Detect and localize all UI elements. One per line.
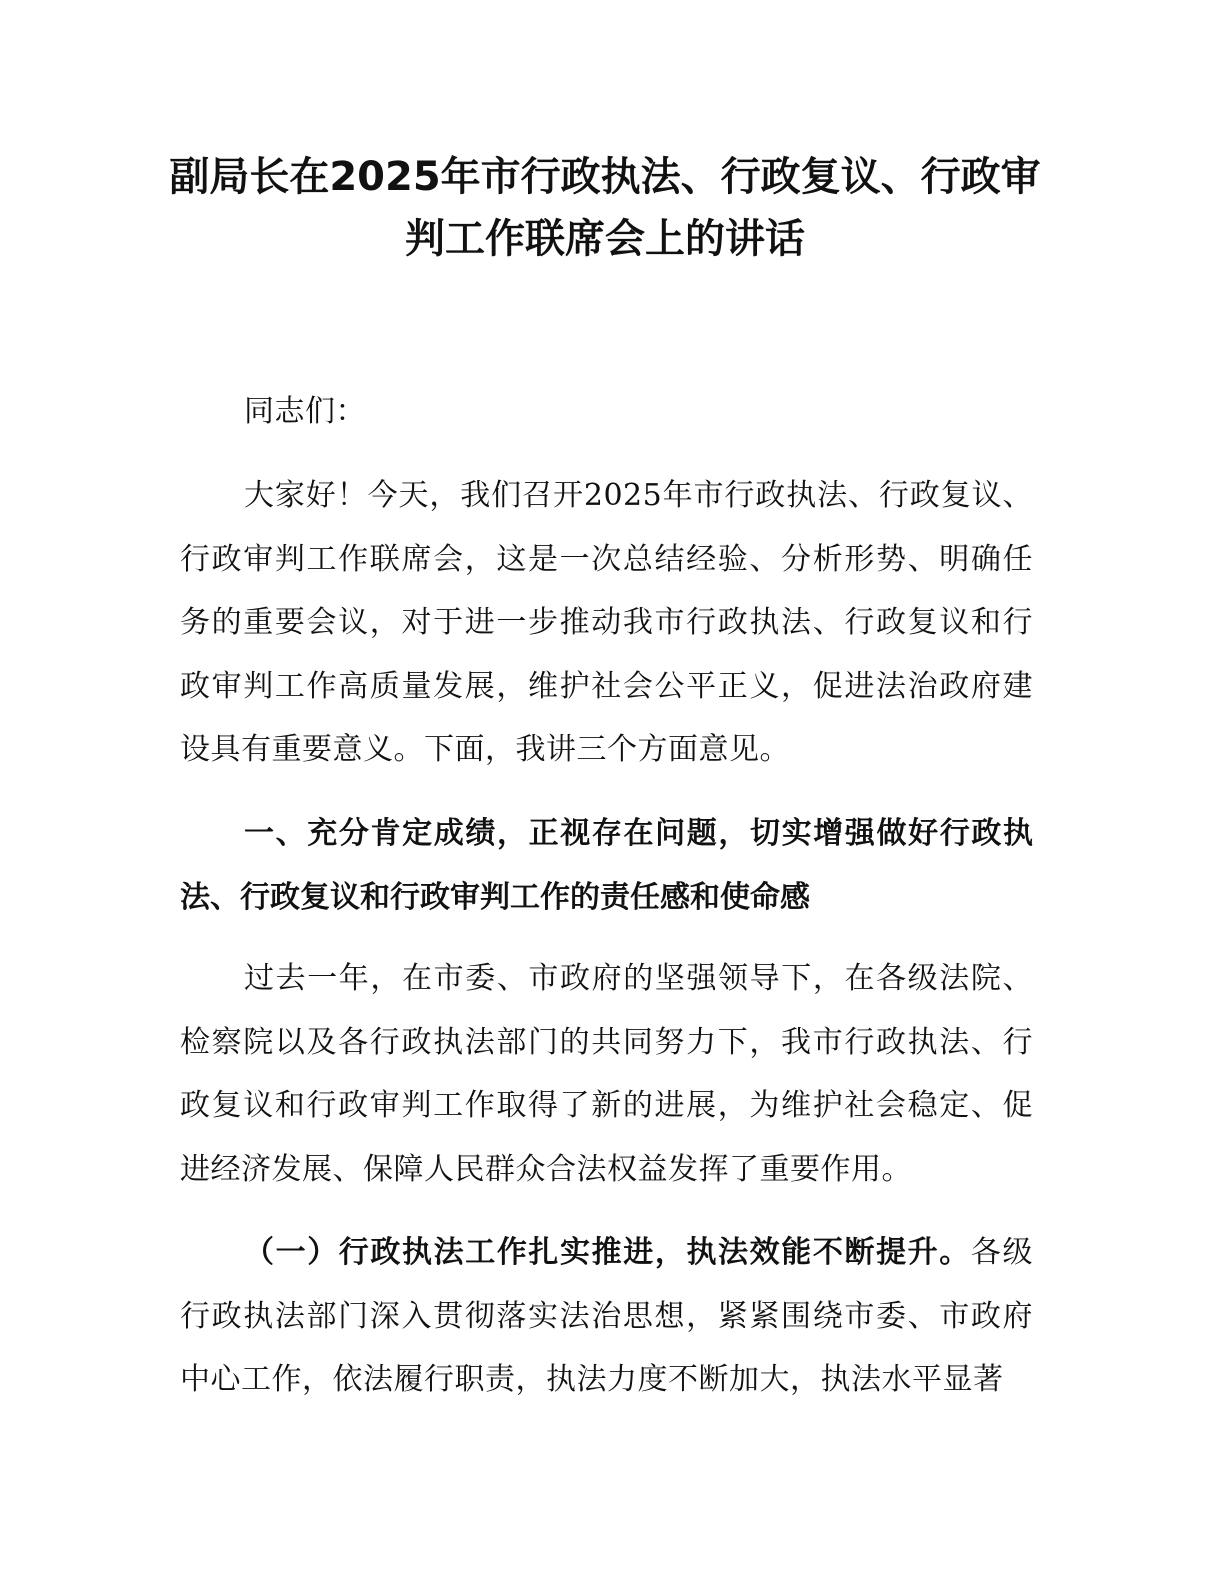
subsection-1-heading: （一）行政执法工作扎实推进，执法效能不断提升。 <box>244 1235 971 1270</box>
subsection-1-text: 各级行政执法部门深入贯彻落实法治思想，紧紧围绕市委、市政府中心工作，依法履行职责，执法力度不断加大，执法水平显著 <box>180 1235 1034 1397</box>
document-title: 副局长在2025年市行政执法、行政复议、行政审判工作联席会上的讲话 <box>169 154 1041 262</box>
subsection-1-paragraph <box>180 1221 1033 1412</box>
intro-paragraph: 大家好！今天，我们召开2025年市行政执法、行政复议、行政审判工作联席会，这是一次总结经验、分析形势、明确任务的重要会议，对于进一步推动我市行政执法、行政复议和行政审判工作高质量发展，维护社会公平正义，促进法治政府建设具有重要意义。下面，我讲三个方面意见。 <box>180 478 1033 767</box>
section-1-paragraph: 过去一年，在市委、市政府的坚强领导下，在各级法院、检察院以及各行政执法部门的共同努力下，我市行政执法、行政复议和行政审判工作取得了新的进展，为维护社会稳定、促进经济发展、保障人民群众合法权益发挥了重要作用。 <box>180 961 1033 1187</box>
salutation: 同志们： <box>244 394 366 429</box>
section-heading-1: 一、充分肯定成绩，正视存在问题，切实增强做好行政执法、行政复议和行政审判工作的责任感和使命感 <box>180 816 1033 915</box>
